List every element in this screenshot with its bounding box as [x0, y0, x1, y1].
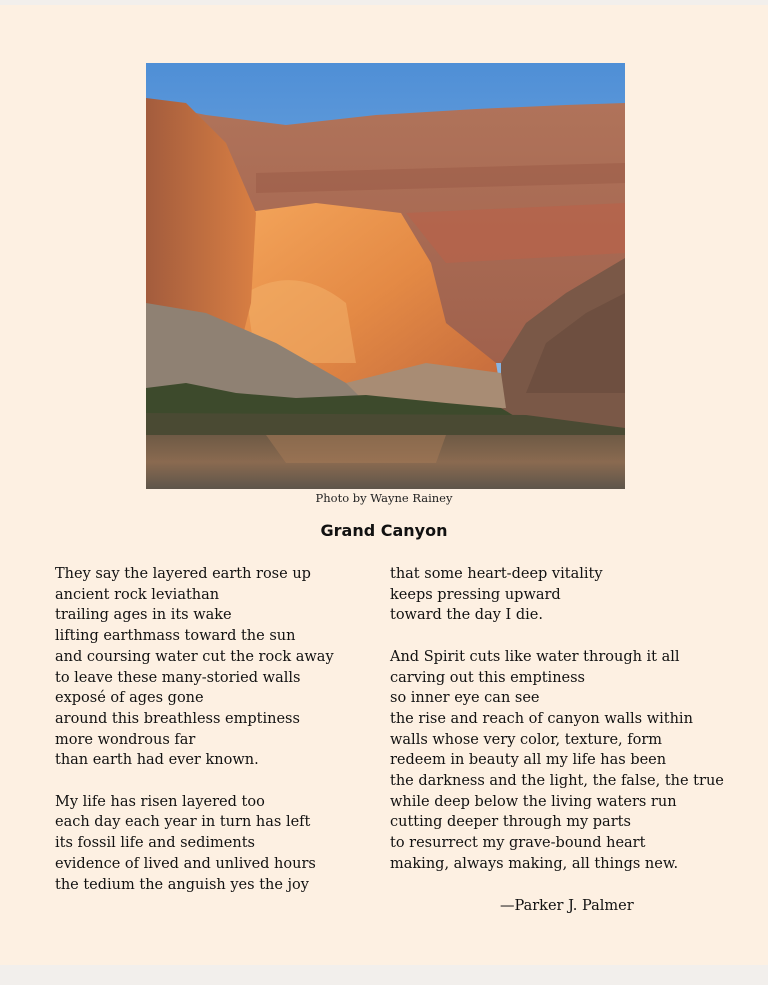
- poem-right-column: [390, 564, 724, 895]
- poem-line: than earth had ever known.: [55, 752, 259, 769]
- poem-line: lifting earthmass toward the sun: [55, 628, 296, 645]
- poem-author: —Parker J. Palmer: [500, 898, 634, 914]
- poem-line: trailing ages in its wake: [55, 607, 232, 624]
- poem-line: each day each year in turn has left: [55, 814, 311, 831]
- stanza: [55, 564, 334, 771]
- canyon-photo: [146, 63, 625, 489]
- poem-line: They say the layered earth rose up: [55, 566, 311, 582]
- poem-line: more wondrous far: [55, 731, 196, 748]
- poem-line: the rise and reach of canyon walls within: [390, 710, 693, 727]
- poem-title: Grand Canyon: [320, 521, 448, 540]
- poem-line: redeem in beauty all my life has been: [390, 752, 667, 769]
- poem-line: evidence of lived and unlived hours: [55, 855, 316, 872]
- poem-line: that some heart-deep vitality: [390, 566, 603, 582]
- poem-line: keeps pressing upward: [390, 586, 561, 603]
- stanza: [390, 647, 724, 875]
- poem-line: ancient rock leviathan: [55, 586, 220, 603]
- poem-line: making, always making, all things new.: [390, 855, 679, 872]
- poem-line: to leave these many-storied walls: [55, 669, 301, 686]
- poem-line: the darkness and the light, the false, the true: [390, 773, 724, 790]
- poem-line: walls whose very color, texture, form: [390, 731, 663, 748]
- poem-line: to resurrect my grave-bound heart: [390, 835, 646, 852]
- poem-line: cutting deeper through my parts: [390, 814, 631, 831]
- poem-line: toward the day I die.: [390, 607, 543, 624]
- canyon-photo-image: [146, 63, 625, 489]
- poem-line: so inner eye can see: [390, 690, 540, 707]
- poem-line: its fossil life and sediments: [55, 835, 255, 852]
- poem-line: And Spirit cuts like water through it all: [390, 648, 680, 665]
- poem-line: and coursing water cut the rock away: [55, 648, 334, 665]
- poem-page: [0, 5, 768, 965]
- poem-line: My life has risen layered too: [55, 793, 265, 810]
- poem-line: exposé of ages gone: [55, 690, 204, 707]
- poem-line: around this breathless emptiness: [55, 710, 300, 727]
- poem-line: carving out this emptiness: [390, 669, 585, 686]
- poem-line: while deep below the living waters run: [390, 793, 677, 810]
- photo-caption: Photo by Wayne Rainey: [315, 491, 453, 505]
- stanza: [390, 564, 724, 626]
- stanza: [55, 792, 334, 896]
- poem-line: the tedium the anguish yes the joy: [55, 876, 309, 893]
- poem-left-column: [55, 564, 334, 916]
